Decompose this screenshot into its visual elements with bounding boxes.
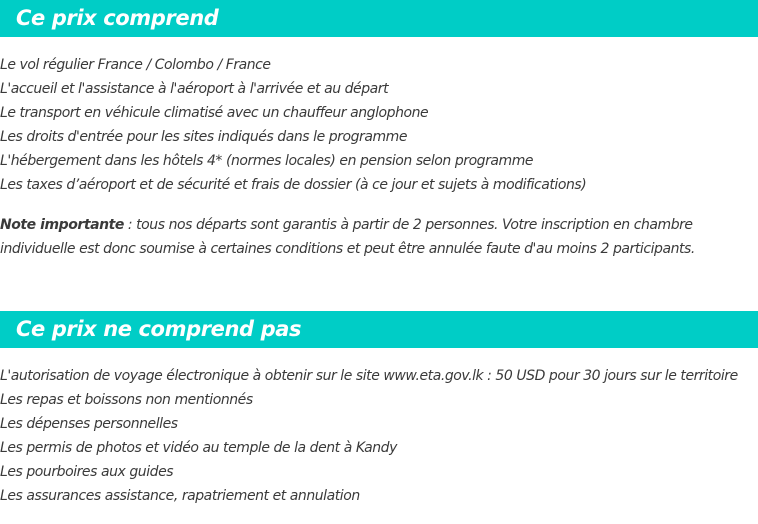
excluded-section-header xyxy=(0,311,758,348)
included-item: L'accueil et l'assistance à l'aéroport à l'arrivée et au départ xyxy=(0,81,389,97)
important-note-label: Note importante xyxy=(0,217,124,233)
excluded-list xyxy=(0,364,738,508)
excluded-item: Les repas et boissons non mentionnés xyxy=(0,392,253,408)
included-item: Le vol régulier France / Colombo / France xyxy=(0,57,271,73)
important-note xyxy=(0,213,758,261)
included-item: Les taxes d’aéroport et de sécurité et frais de dossier (à ce jour et sujets à modifications) xyxy=(0,177,587,193)
excluded-item: L'autorisation de voyage électronique à obtenir sur le site www.eta.gov.lk : 50 USD pour 30 jours sur le territoire xyxy=(0,368,738,384)
excluded-section-title: Ce prix ne comprend pas xyxy=(16,317,302,341)
included-item: Les droits d'entrée pour les sites indiqués dans le programme xyxy=(0,129,408,145)
included-item: Le transport en véhicule climatisé avec un chauffeur anglophone xyxy=(0,105,429,121)
excluded-item: Les dépenses personnelles xyxy=(0,416,178,432)
included-item: L'hébergement dans les hôtels 4* (normes locales) en pension selon programme xyxy=(0,153,534,169)
included-list xyxy=(0,53,586,197)
important-note-text: : tous nos départs sont garantis à partir de 2 personnes. Votre inscription en chambre individuelle est donc soumise à certaines conditions et peut être annulée faute d'au moins 2 participants. xyxy=(0,217,695,257)
excluded-item: Les pourboires aux guides xyxy=(0,464,174,480)
included-section-header xyxy=(0,0,758,37)
included-section-title: Ce prix comprend xyxy=(16,6,219,30)
excluded-item: Les assurances assistance, rapatriement et annulation xyxy=(0,488,360,504)
excluded-item: Les permis de photos et vidéo au temple de la dent à Kandy xyxy=(0,440,397,456)
